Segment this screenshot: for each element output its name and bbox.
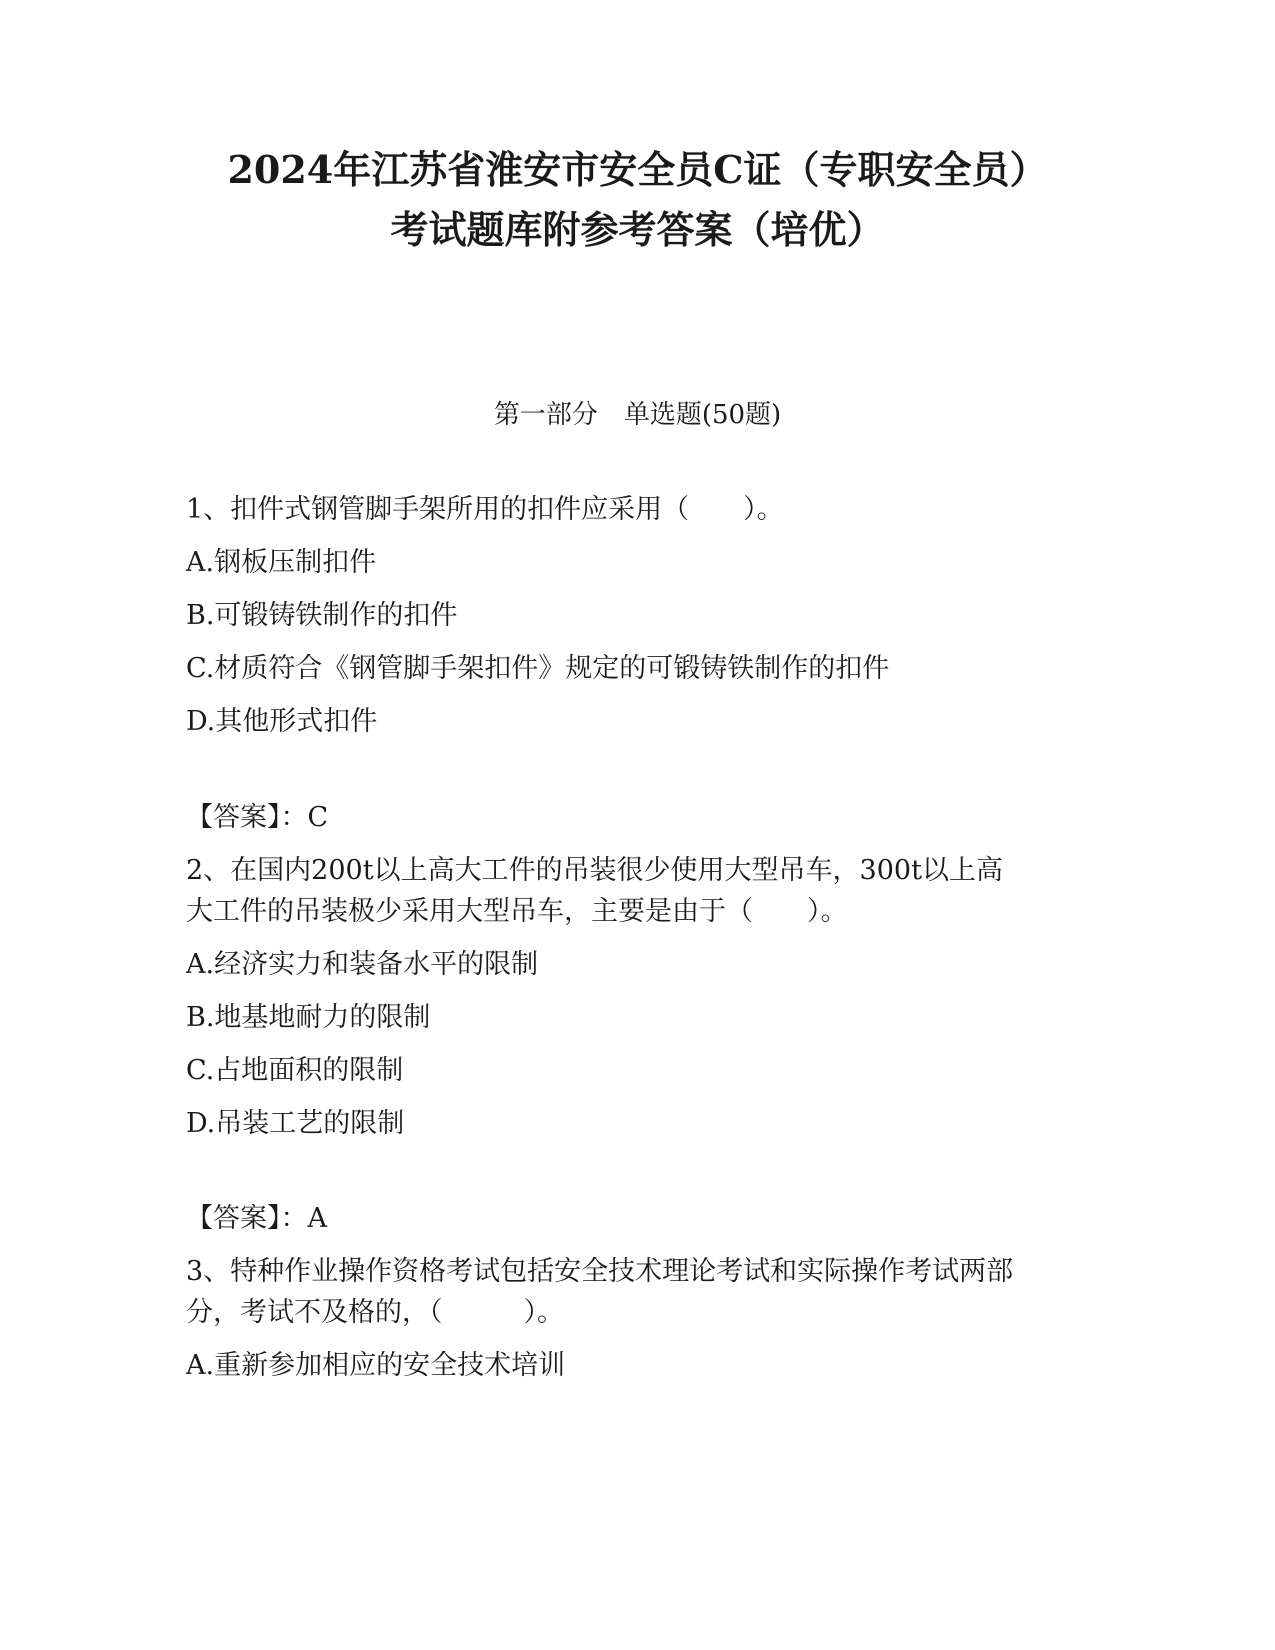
question-3-stem-line-2: 分，考试不及格的，（ ）。 [186, 1297, 564, 1328]
question-1-option-a: A.钢板压制扣件 [186, 547, 377, 578]
question-2-option-b: B.地基地耐力的限制 [186, 1002, 431, 1033]
question-2-option-c: C.占地面积的限制 [186, 1055, 404, 1086]
question-1-option-c: C.材质符合《钢管脚手架扣件》规定的可锻铸铁制作的扣件 [186, 653, 890, 684]
question-2-option-d: D.吊装工艺的限制 [186, 1108, 405, 1139]
section-heading: 第一部分 单选题(50题) [493, 400, 782, 430]
question-1-option-d: D.其他形式扣件 [186, 706, 378, 737]
document-title-line-1: 2024年江苏省淮安市安全员C证（专职安全员） [227, 147, 1048, 192]
question-3-stem-line-1: 3、特种作业操作资格考试包括安全技术理论考试和实际操作考试两部 [186, 1256, 1014, 1287]
question-2-answer: 【答案】：A [186, 1203, 327, 1234]
question-3-option-a: A.重新参加相应的安全技术培训 [186, 1350, 566, 1381]
question-2-stem-line-1: 2、在国内200t以上高大工件的吊装很少使用大型吊车，300t以上高 [186, 855, 1003, 886]
question-2-stem-line-2: 大工件的吊装极少采用大型吊车，主要是由于（ ）。 [186, 896, 848, 927]
question-1-answer: 【答案】：C [186, 802, 329, 833]
question-2-option-a: A.经济实力和装备水平的限制 [186, 949, 539, 980]
document-title-line-2: 考试题库附参考答案（培优） [390, 207, 885, 252]
question-1-stem: 1、扣件式钢管脚手架所用的扣件应采用（ ）。 [186, 494, 784, 525]
question-1-option-b: B.可锻铸铁制作的扣件 [186, 600, 458, 631]
